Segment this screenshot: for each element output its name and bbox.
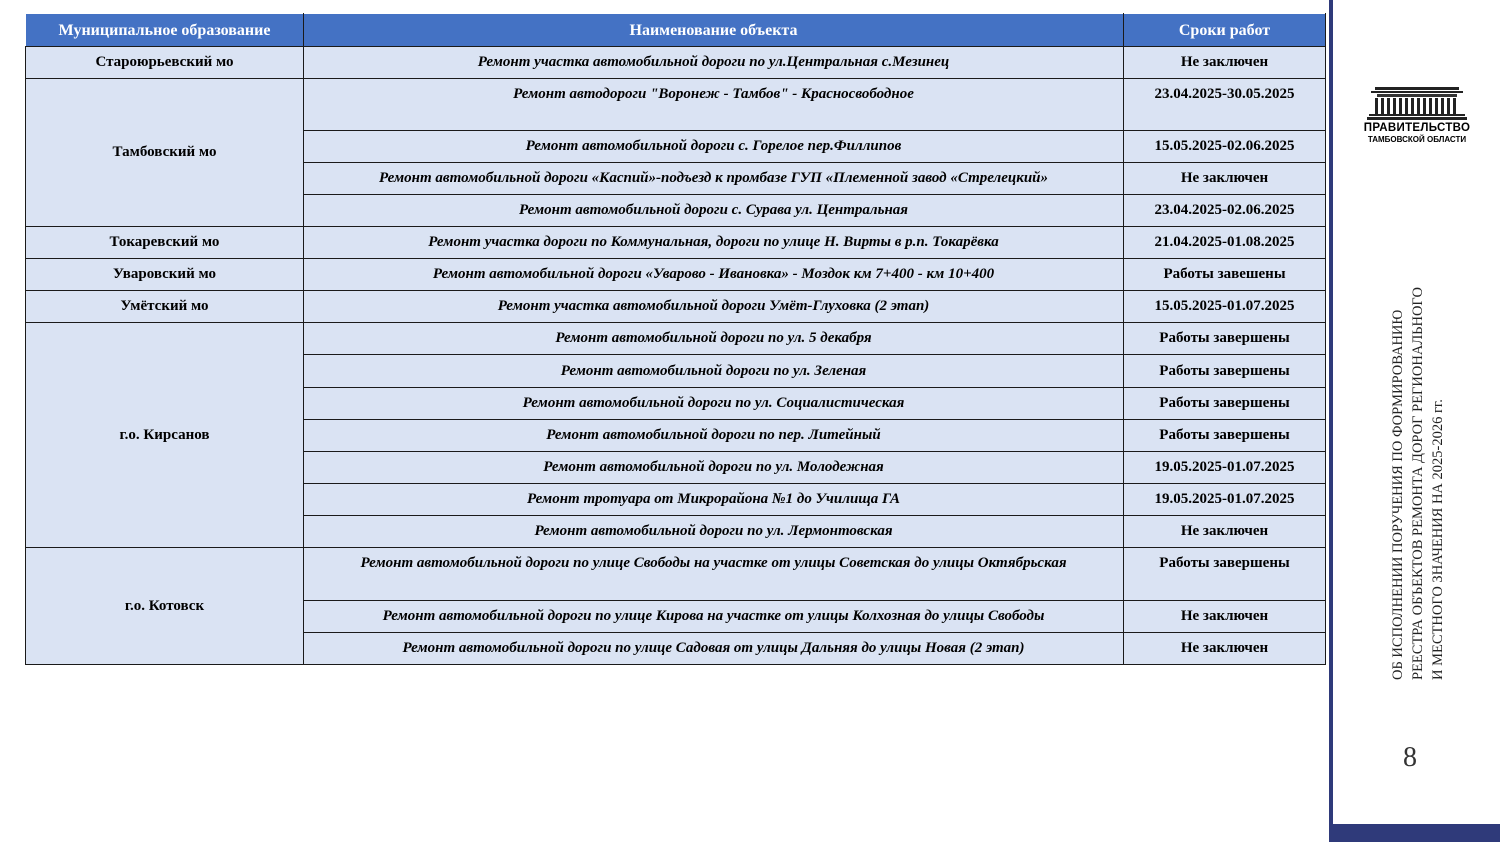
slide-title-line-1: ОБ ИСПОЛНЕНИИ ПОРУЧЕНИЯ ПО ФОРМИРОВАНИЮ: [1390, 309, 1406, 680]
object-cell: Ремонт участка автомобильной дороги по ул.Центральная с.Мезинец: [304, 47, 1124, 79]
term-cell: Не заключен: [1124, 47, 1326, 79]
object-cell: Ремонт автомобильной дороги «Уварово - Ивановка» - Моздок км 7+400 - км 10+400: [304, 259, 1124, 291]
road-repair-table: [25, 13, 1326, 665]
term-cell: Работы завершены: [1124, 548, 1326, 601]
term-cell: 15.05.2025-01.07.2025: [1124, 291, 1326, 323]
term-cell: 19.05.2025-01.07.2025: [1124, 484, 1326, 516]
term-cell: Не заключен: [1124, 163, 1326, 195]
object-cell: Ремонт участка дороги по Коммунальная, дороги по улице Н. Вирты в р.п. Токарёвка: [304, 227, 1124, 259]
page-number: 8: [1403, 742, 1417, 773]
object-cell: Ремонт автомобильной дороги по улице Свободы на участке от улицы Советская до улицы Октябрьская: [304, 548, 1124, 601]
header-municipality: Муниципальное образование: [26, 14, 304, 47]
table-row: [26, 259, 1326, 291]
object-cell: Ремонт тротуара от Микрорайона №1 до Училища ГА: [304, 484, 1124, 516]
object-cell: Ремонт автомобильной дороги «Каспий»-подъезд к промбазе ГУП «Племенной завод «Стрелецкий»: [304, 163, 1124, 195]
municipality-cell: Токаревский мо: [26, 227, 304, 259]
term-cell: Работы завершены: [1124, 388, 1326, 420]
logo-line-1: ПРАВИТЕЛЬСТВО: [1363, 122, 1471, 134]
municipality-cell: Староюрьевский мо: [26, 47, 304, 79]
term-cell: 21.04.2025-01.08.2025: [1124, 227, 1326, 259]
term-cell: 23.04.2025-02.06.2025: [1124, 195, 1326, 227]
object-cell: Ремонт автомобильной дороги по ул. Лермонтовская: [304, 516, 1124, 548]
municipality-cell: Тамбовский мо: [26, 79, 304, 227]
term-cell: 23.04.2025-30.05.2025: [1124, 79, 1326, 131]
sidebar-bottom-bar: [1333, 824, 1500, 842]
table-row: [26, 227, 1326, 259]
municipality-cell: г.о. Котовск: [26, 548, 304, 665]
header-terms: Сроки работ: [1124, 14, 1326, 47]
municipality-cell: Умётский мо: [26, 291, 304, 323]
object-cell: Ремонт автомобильной дороги с. Сурава ул. Центральная: [304, 195, 1124, 227]
table-body: [26, 47, 1326, 665]
slide-title-line-3: И МЕСТНОГО ЗНАЧЕНИЯ НА 2025-2026 гг.: [1430, 399, 1446, 680]
term-cell: 19.05.2025-01.07.2025: [1124, 452, 1326, 484]
logo-line-2: ТАМБОВСКОЙ ОБЛАСТИ: [1367, 135, 1467, 144]
object-cell: Ремонт автомобильной дороги по ул. Молодежная: [304, 452, 1124, 484]
table-row: [26, 548, 1326, 601]
object-cell: Ремонт автомобильной дороги с. Горелое пер.Филлипов: [304, 131, 1124, 163]
municipality-cell: Уваровский мо: [26, 259, 304, 291]
header-object: Наименование объекта: [304, 14, 1124, 47]
slide-title: [1388, 240, 1448, 680]
slide-title-line-2: РЕЕСТРА ОБЪЕКТОВ РЕМОНТА ДОРОГ РЕГИОНАЛЬНОГО: [1410, 287, 1426, 680]
term-cell: Работы завершены: [1124, 420, 1326, 452]
table-row: [26, 323, 1326, 355]
municipality-cell: г.о. Кирсанов: [26, 323, 304, 548]
table-row: [26, 79, 1326, 131]
term-cell: Не заключен: [1124, 516, 1326, 548]
sidebar: [1329, 0, 1500, 842]
government-logo: [1357, 86, 1477, 144]
object-cell: Ремонт автомобильной дороги по пер. Литейный: [304, 420, 1124, 452]
object-cell: Ремонт автомобильной дороги по улице Садовая от улицы Дальняя до улицы Новая (2 этап): [304, 633, 1124, 665]
table-row: [26, 291, 1326, 323]
table-header-row: [26, 14, 1326, 47]
object-cell: Ремонт автомобильной дороги по ул. Зеленая: [304, 355, 1124, 388]
term-cell: Работы завершены: [1124, 355, 1326, 388]
term-cell: Не заключен: [1124, 633, 1326, 665]
term-cell: Работы завершены: [1124, 323, 1326, 355]
object-cell: Ремонт автодороги "Воронеж - Тамбов" - Красносвободное: [304, 79, 1124, 131]
term-cell: Не заключен: [1124, 601, 1326, 633]
building-icon: [1367, 86, 1467, 120]
object-cell: Ремонт автомобильной дороги по улице Кирова на участке от улицы Колхозная до улицы Свободы: [304, 601, 1124, 633]
object-cell: Ремонт автомобильной дороги по ул. Социалистическая: [304, 388, 1124, 420]
object-cell: Ремонт участка автомобильной дороги Умёт-Глуховка (2 этап): [304, 291, 1124, 323]
table-row: [26, 47, 1326, 79]
term-cell: 15.05.2025-02.06.2025: [1124, 131, 1326, 163]
object-cell: Ремонт автомобильной дороги по ул. 5 декабря: [304, 323, 1124, 355]
term-cell: Работы завешены: [1124, 259, 1326, 291]
